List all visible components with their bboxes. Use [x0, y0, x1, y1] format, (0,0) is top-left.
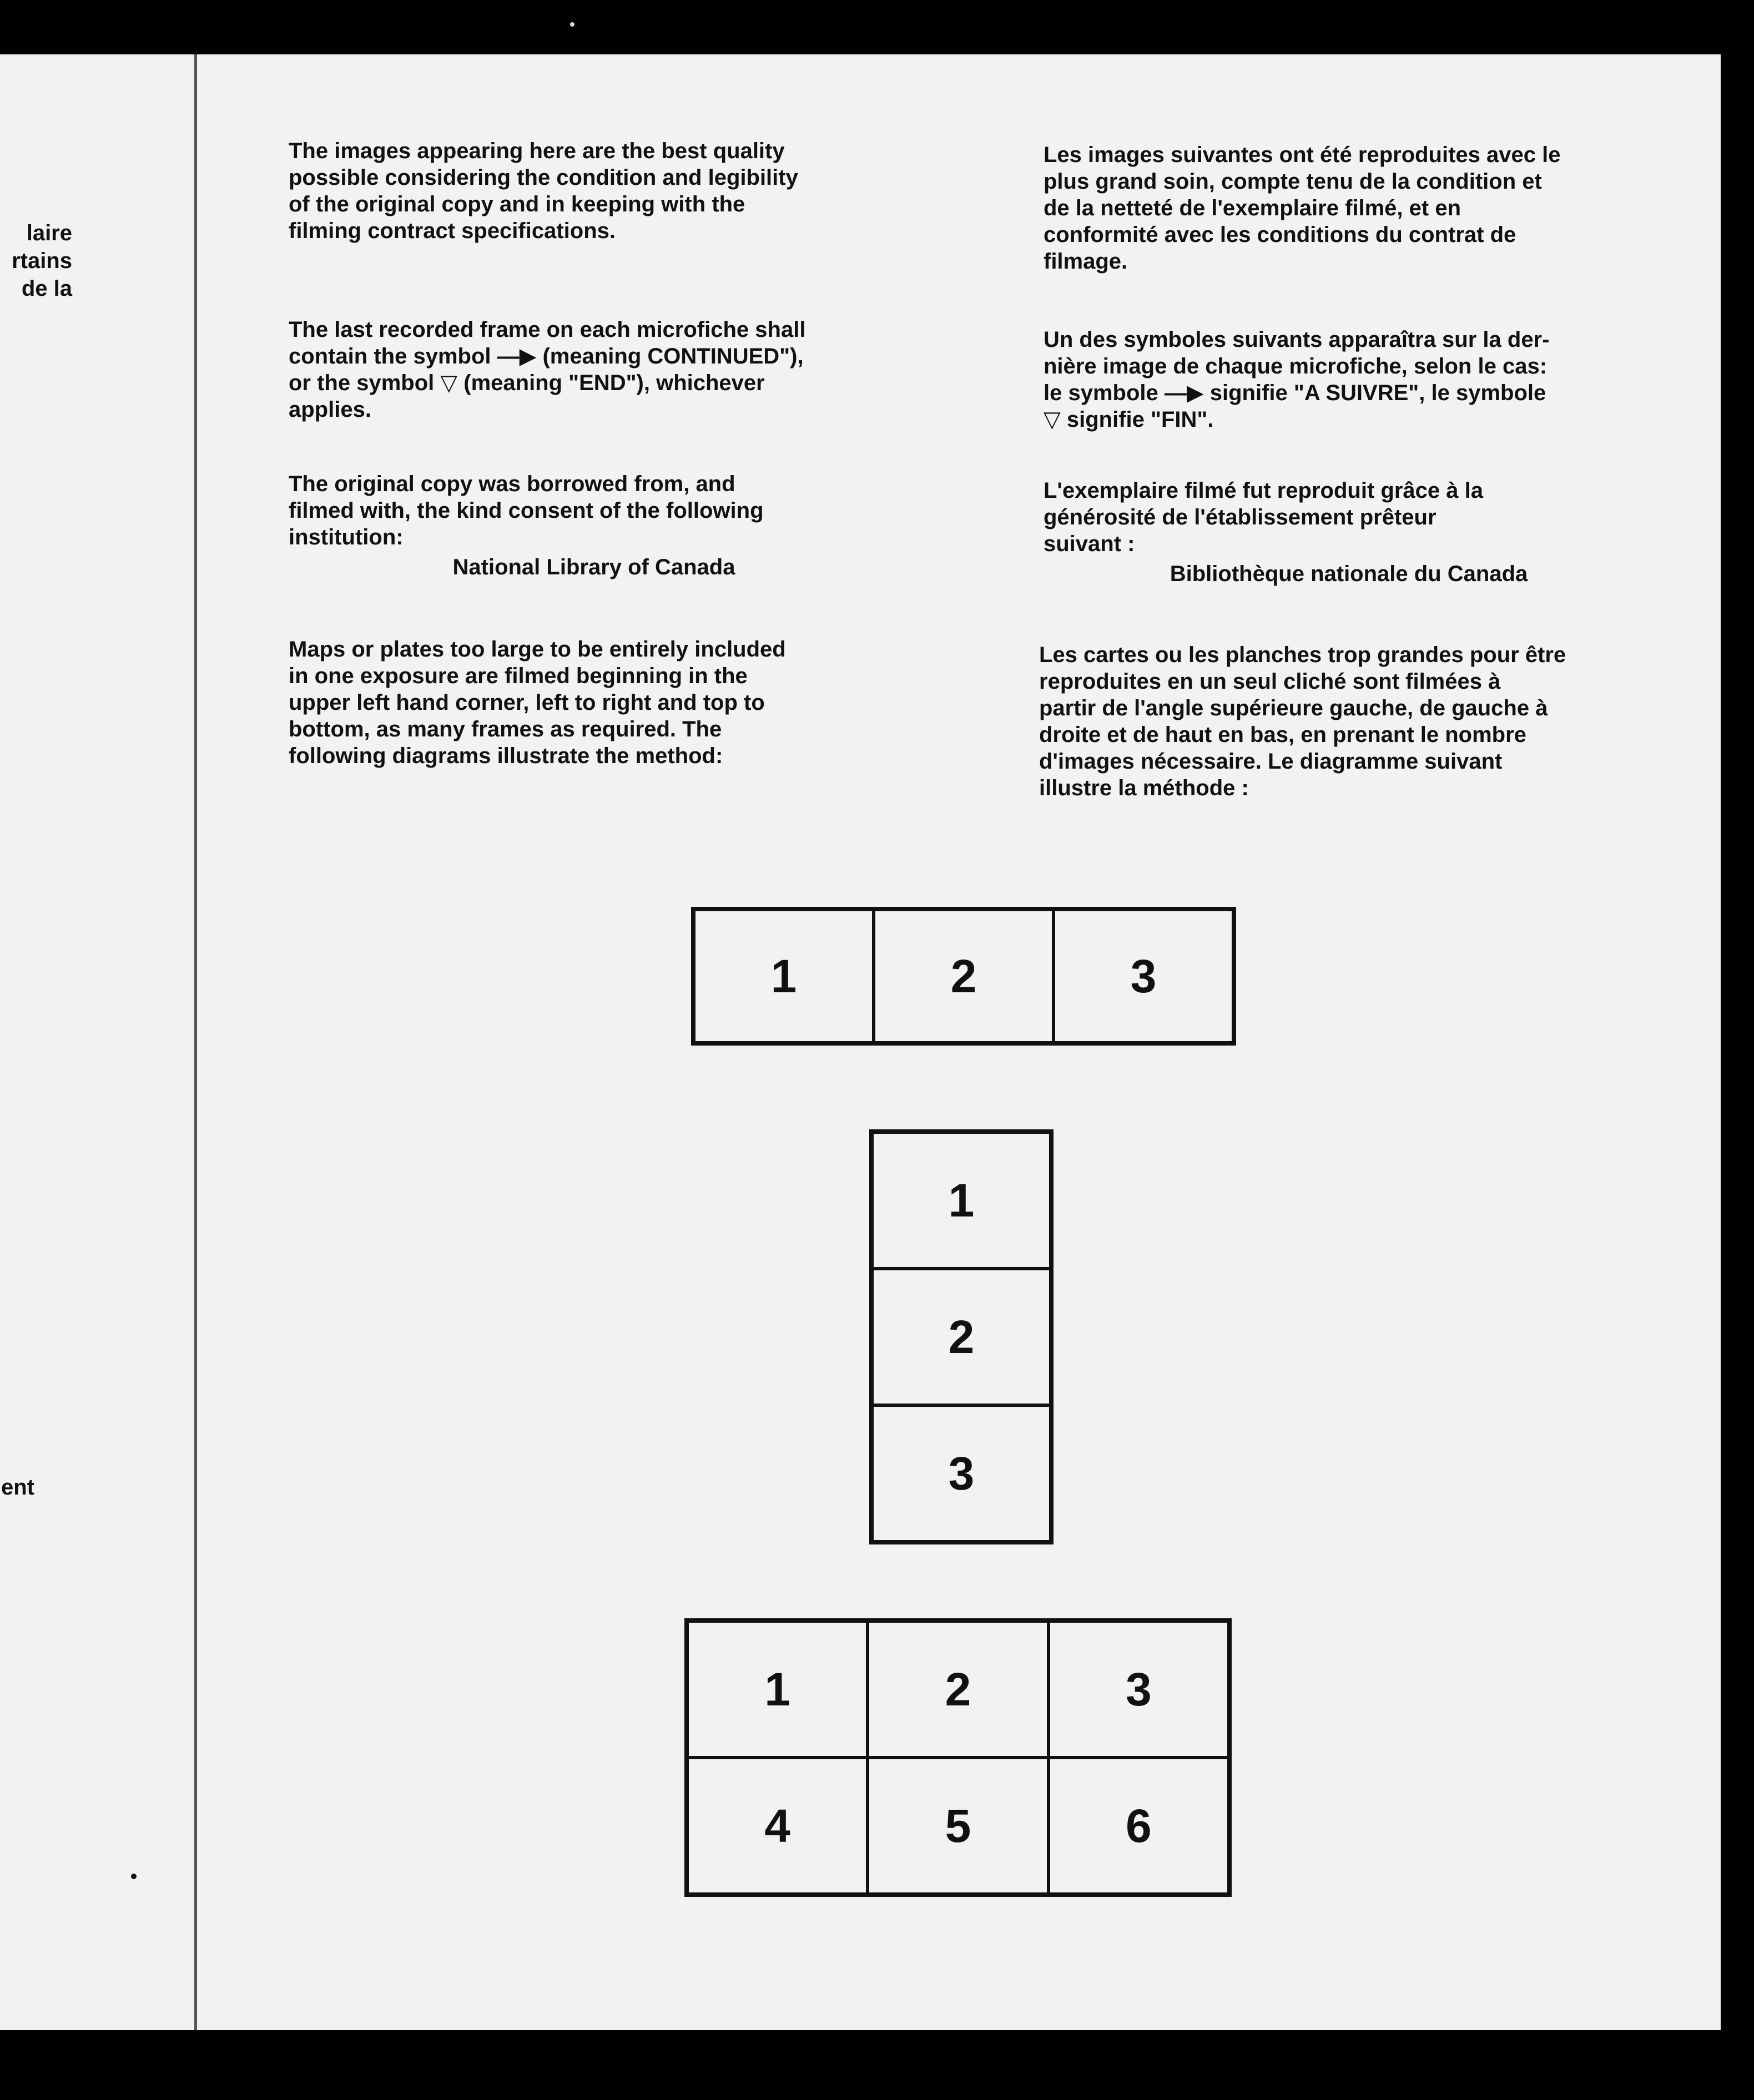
english-symbol-notice: The last recorded frame on each microfiche shall contain the symbol —▶ (meaning CONTINUED"), or the symbol ▽ (meaning "END"), whichever applies.	[289, 317, 806, 422]
scan-speck	[570, 22, 574, 27]
french-consent-block	[1044, 477, 1654, 587]
french-consent-notice: L'exemplaire filmé fut reproduit grâce à la générosité de l'établissement prêteur suivant :	[1044, 478, 1483, 556]
french-column	[1044, 142, 1698, 275]
english-consent-notice: The original copy was borrowed from, and filmed with, the kind consent of the following institution:	[289, 472, 764, 549]
page-fold-line	[194, 54, 197, 2030]
diagram-column-frame: 1	[872, 1132, 1051, 1269]
diagram-grid-frame: 4	[687, 1758, 868, 1894]
french-maps-notice: Les cartes ou les planches trop grandes pour être reproduites en un seul cliché sont filmées à partir de l'angle supérieure gauche, de gauche à droite et de haut en bas, en prenant le nombre d'images nécessaire. Le diagramme suivant illustre la méthode :	[1039, 643, 1566, 800]
diagram-row-frame: 3	[1054, 910, 1233, 1043]
french-quality-notice: Les images suivantes ont été reproduites avec le plus grand soin, compte tenu de la condition et de la netteté de l'exemplaire filmé, et en conformité avec les conditions du contrat de filmage.	[1044, 143, 1561, 274]
english-column	[289, 138, 927, 244]
english-institution-name: National Library of Canada	[452, 555, 735, 579]
diagram-grid-frame: 2	[868, 1621, 1048, 1758]
left-page-fragment-top: laire rtains de la	[12, 221, 72, 301]
french-maps-block	[1039, 642, 1705, 801]
diagram-column-frame: 3	[872, 1405, 1051, 1542]
diagram-column-frame: 2	[872, 1269, 1051, 1405]
left-page-fragment-bottom: ent	[1, 1475, 34, 1500]
english-maps-block	[289, 636, 927, 769]
english-consent-block	[289, 471, 899, 580]
french-symbol-notice-block	[1044, 326, 1698, 433]
english-symbol-notice-block	[289, 316, 927, 423]
diagram-grid-frame: 6	[1049, 1758, 1229, 1894]
diagram-grid-frame: 1	[687, 1621, 868, 1758]
diagram-grid-frame: 5	[868, 1758, 1048, 1894]
french-symbol-notice: Un des symboles suivants apparaîtra sur la der- nière image de chaque microfiche, selon le cas: le symbole —▶ signifie "A SUIVRE", le symbole ▽ signifie "FIN".	[1044, 327, 1550, 432]
diagram-grid-of-six	[684, 1618, 1232, 1897]
diagram-grid-frame: 3	[1049, 1621, 1229, 1758]
diagram-row-frame: 2	[874, 910, 1054, 1043]
diagram-row-frame: 1	[694, 910, 874, 1043]
english-maps-notice: Maps or plates too large to be entirely included in one exposure are filmed beginning in the upper left hand corner, left to right and top to bottom, as many frames as required. The following diagrams illustrate the method:	[289, 637, 786, 768]
scan-speck	[131, 1874, 137, 1879]
diagram-column-of-three	[869, 1129, 1054, 1544]
english-quality-notice: The images appearing here are the best quality possible considering the condition and legibility of the original copy and in keeping with the filming contract specifications.	[289, 139, 798, 243]
diagram-row-of-three	[691, 907, 1236, 1046]
french-institution-name: Bibliothèque nationale du Canada	[1170, 562, 1528, 586]
